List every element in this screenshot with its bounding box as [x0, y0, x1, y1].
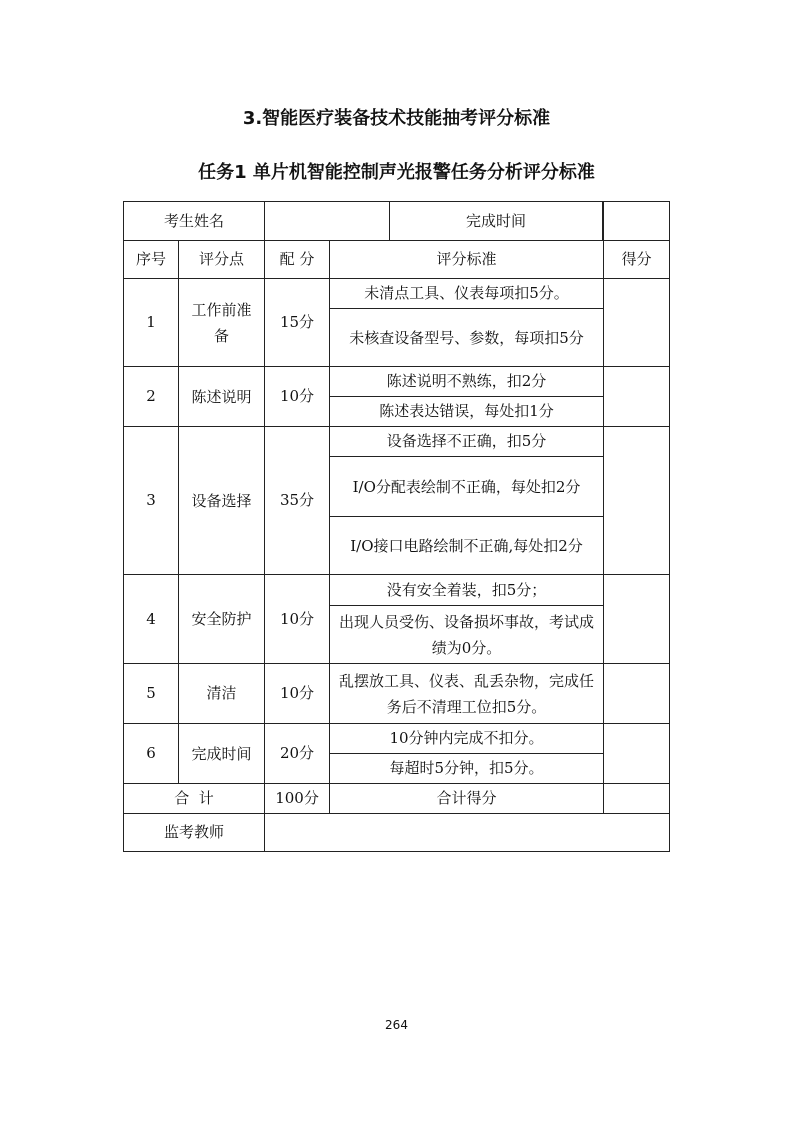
scoring-table — [123, 201, 670, 852]
total-score: 100分 — [265, 784, 330, 814]
row-3-no: 3 — [124, 427, 179, 575]
row-5-no: 5 — [124, 664, 179, 724]
row-6-criterion-1: 10分钟内完成不扣分。 — [330, 724, 604, 754]
row-5-score: 10分 — [265, 664, 330, 724]
row-3-score: 35分 — [265, 427, 330, 575]
col-header-no: 序号 — [124, 241, 179, 279]
col-header-point: 评分点 — [179, 241, 265, 279]
row-1-got[interactable] — [604, 279, 670, 367]
row-6-score: 20分 — [265, 724, 330, 784]
row-5-criterion-1: 乱摆放工具、仪表、乱丢杂物，完成任务后不清理工位扣5分。 — [330, 664, 604, 724]
row-4-score: 10分 — [265, 575, 330, 664]
total-got-value[interactable] — [604, 784, 670, 814]
total-label: 合 计 — [124, 784, 265, 814]
row-2-criterion-2: 陈述表达错误，每处扣1分 — [330, 397, 604, 427]
teacher-label: 监考教师 — [124, 814, 265, 852]
row-6-got[interactable] — [604, 724, 670, 784]
row-3-got[interactable] — [604, 427, 670, 575]
finish-time-label: 完成时间 — [390, 202, 603, 240]
student-name-value[interactable] — [265, 202, 390, 240]
student-name-label: 考生姓名 — [124, 202, 265, 241]
col-header-score: 配 分 — [265, 241, 330, 279]
row-5-got[interactable] — [604, 664, 670, 724]
col-header-got: 得分 — [604, 241, 670, 279]
row-2-criterion-1: 陈述说明不熟练，扣2分 — [330, 367, 604, 397]
task-title: 任务1 单片机智能控制声光报警任务分析评分标准 — [198, 162, 595, 183]
row-4-criterion-1: 没有安全着装，扣5分； — [330, 575, 604, 606]
row-3-criterion-2: I/O分配表绘制不正确，每处扣2分 — [330, 457, 604, 517]
row-5-point: 清洁 — [179, 664, 265, 724]
section-title: 3.智能医疗装备技术技能抽考评分标准 — [242, 108, 551, 129]
row-2-point: 陈述说明 — [179, 367, 265, 427]
row-4-criterion-2: 出现人员受伤、设备损坏事故，考试成绩为0分。 — [330, 606, 604, 664]
row-2-score: 10分 — [265, 367, 330, 427]
row-2-got[interactable] — [604, 367, 670, 427]
row-4-got[interactable] — [604, 575, 670, 664]
row-3-criterion-3: I/O接口电路绘制不正确,每处扣2分 — [330, 517, 604, 575]
teacher-value[interactable] — [265, 814, 670, 852]
row-4-no: 4 — [124, 575, 179, 664]
total-got-label: 合计得分 — [330, 784, 604, 814]
row-1-no: 1 — [124, 279, 179, 367]
row-4-point: 安全防护 — [179, 575, 265, 664]
row-6-criterion-2: 每超时5分钟，扣5分。 — [330, 754, 604, 784]
row-3-point: 设备选择 — [179, 427, 265, 575]
row-6-point: 完成时间 — [179, 724, 265, 784]
row-1-criterion-1: 未清点工具、仪表每项扣5分。 — [330, 279, 604, 309]
row-3-criterion-1: 设备选择不正确，扣5分 — [330, 427, 604, 457]
col-header-criteria: 评分标准 — [330, 241, 604, 279]
page-number: 264 — [385, 1018, 408, 1032]
row-1-score: 15分 — [265, 279, 330, 367]
row-2-no: 2 — [124, 367, 179, 427]
finish-time-value[interactable] — [604, 202, 670, 241]
row-6-no: 6 — [124, 724, 179, 784]
row-1-criterion-2: 未核查设备型号、参数，每项扣5分 — [330, 309, 604, 367]
row-1-point: 工作前准备 — [179, 279, 265, 367]
